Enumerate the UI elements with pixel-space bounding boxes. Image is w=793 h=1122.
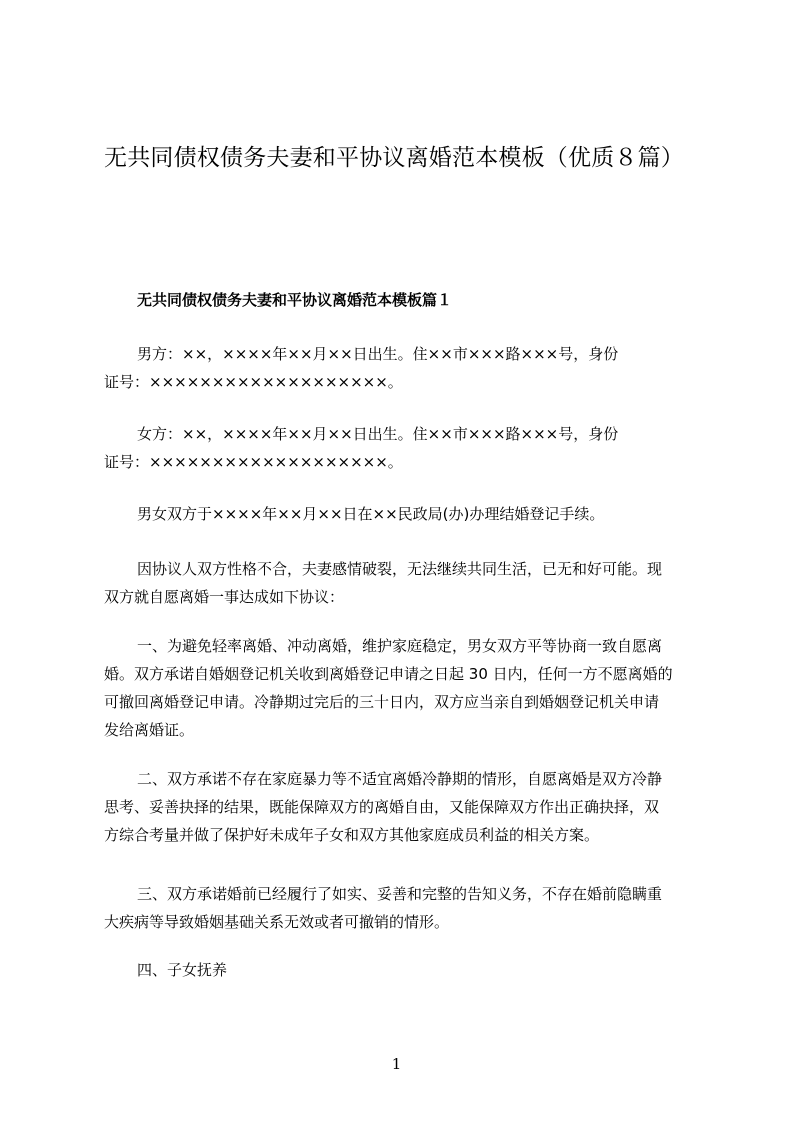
page-number: 1 <box>391 1055 402 1073</box>
paragraph-line: 婚。双方承诺自婚姻登记机关收到离婚登记申请之日起 30 日内，任何一方不愿离婚的 <box>104 665 673 683</box>
paragraph-wife-info <box>104 420 704 476</box>
paragraph-line: 男女双方于××××年××月××日在××民政局(办)办理结婚登记手续。 <box>137 505 605 523</box>
paragraph-line: 可撤回离婚登记申请。冷静期过完后的三十日内，双方应当亲自到婚姻登记机关申请 <box>104 693 660 711</box>
paragraph-line: 大疾病等导致婚姻基础关系无效或者可撤销的情形。 <box>104 913 450 931</box>
paragraph-line: 证号：×××××××××××××××××××。 <box>104 453 403 471</box>
paragraph-line: 双方就自愿离婚一事达成如下协议： <box>104 588 345 606</box>
document-title: 无共同债权债务夫妻和平协议离婚范本模板（优质８篇） <box>104 145 684 171</box>
paragraph-clause-1 <box>104 632 704 744</box>
section-heading: 无共同债权债务夫妻和平协议离婚范本模板篇１ <box>137 291 453 309</box>
paragraph-line: 发给离婚证。 <box>104 721 195 739</box>
paragraph-line: 思考、妥善抉择的结果，既能保障双方的离婚自由，又能保障双方作出正确抉择，双 <box>104 798 660 816</box>
paragraph-husband-info <box>104 340 704 396</box>
paragraph-line: 二、双方承诺不存在家庭暴力等不适宜离婚冷静期的情形，自愿离婚是双方冷静 <box>137 770 663 788</box>
paragraph-line: 因协议人双方性格不合，夫妻感情破裂，无法继续共同生活，已无和好可能。现 <box>137 560 663 578</box>
paragraph-line: 方综合考量并做了保护好未成年子女和双方其他家庭成员利益的相关方案。 <box>104 826 600 844</box>
paragraph-line: 三、双方承诺婚前已经履行了如实、妥善和完整的告知义务，不存在婚前隐瞒重 <box>137 885 663 903</box>
paragraph-clause-3 <box>104 880 704 936</box>
paragraph-clause-2 <box>104 765 704 849</box>
paragraph-line: 男方：××，××××年××月××日出生。住××市×××路×××号，身份 <box>137 345 619 363</box>
paragraph-line: 一、为避免轻率离婚、冲动离婚，维护家庭稳定，男女双方平等协商一致自愿离 <box>137 637 663 655</box>
paragraph-reason <box>104 555 704 611</box>
paragraph-marriage-registration <box>104 500 704 528</box>
paragraph-line: 四、子女抚养 <box>137 961 228 979</box>
paragraph-line: 证号：×××××××××××××××××××。 <box>104 373 403 391</box>
paragraph-line: 女方：××，××××年××月××日出生。住××市×××路×××号，身份 <box>137 425 619 443</box>
paragraph-clause-4-heading <box>104 956 704 984</box>
